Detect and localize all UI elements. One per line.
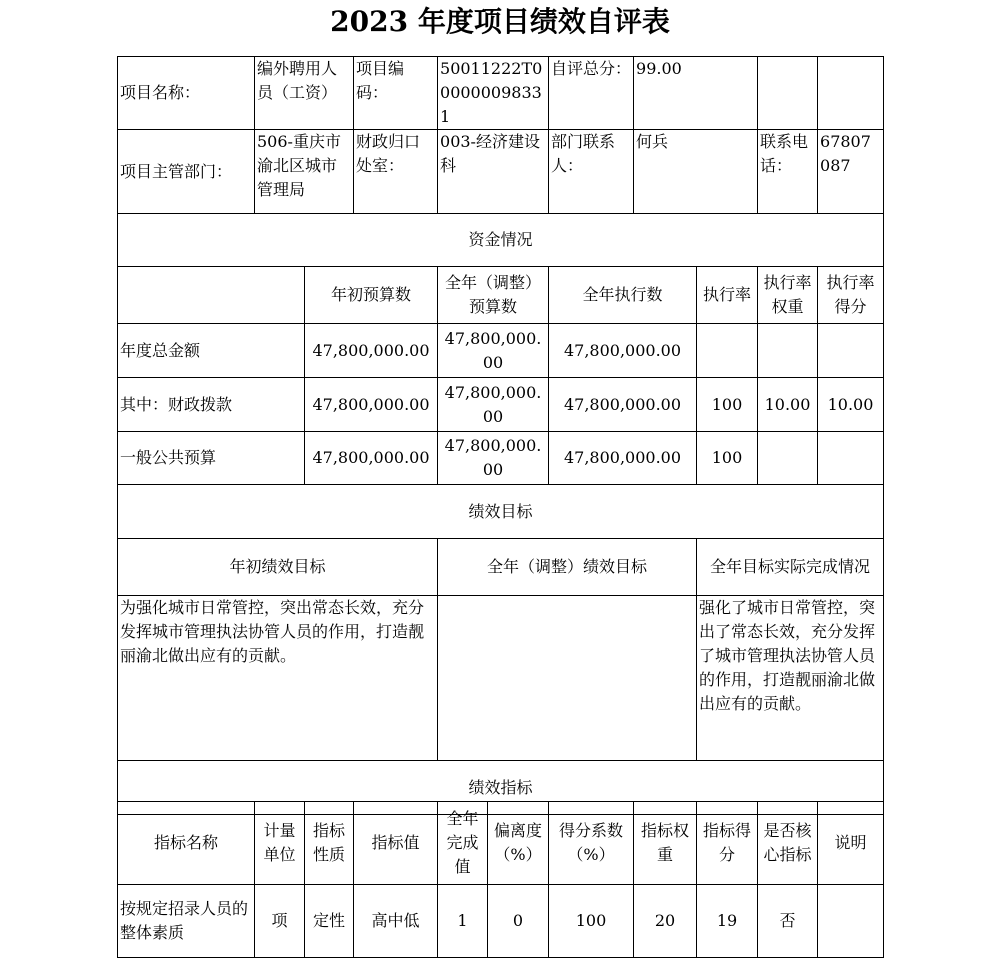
indicators-section-title: 绩效指标 (118, 761, 884, 815)
contact-value: 何兵 (634, 130, 758, 214)
table-row (118, 885, 884, 958)
ind-cell: 0 (488, 885, 549, 958)
phone-value: 67807087 (818, 130, 884, 214)
funds-section-title: 资金情况 (118, 214, 884, 267)
header-row-project (118, 57, 884, 130)
evaluation-table (117, 56, 884, 815)
finance-office-value: 003-经济建设科 (438, 130, 549, 214)
ind-cell: 高中低 (354, 885, 438, 958)
funds-col-executed: 全年执行数 (549, 267, 697, 324)
funds-col-adjusted: 全年（调整）预算数 (438, 267, 549, 324)
indicators-header-row (118, 802, 884, 885)
goals-initial-label: 年初绩效目标 (118, 539, 438, 596)
funds-header-row (118, 267, 884, 324)
funds-cell: 47,800,000.00 (438, 432, 549, 485)
ind-col-coefficient: 得分系数（%） (549, 802, 634, 885)
funds-col-weight: 执行率权重 (758, 267, 818, 324)
funds-row-label: 其中：财政拨款 (118, 378, 305, 432)
goals-actual-text: 强化了城市日常管控，突出了常态长效，充分发挥了城市管理执法协管人员的作用，打造靓丽渝北做出应有的贡献。 (697, 596, 884, 761)
phone-label: 联系电话： (758, 130, 818, 214)
funds-cell: 100 (697, 378, 758, 432)
funds-cell: 47,800,000.00 (305, 432, 438, 485)
goals-initial-text: 为强化城市日常管控，突出常态长效，充分发挥城市管理执法协管人员的作用，打造靓丽渝北做出应有的贡献。 (118, 596, 438, 761)
project-name-label: 项目名称： (118, 57, 255, 130)
ind-col-deviation: 偏离度（%） (488, 802, 549, 885)
ind-cell: 定性 (305, 885, 354, 958)
funds-cell: 47,800,000.00 (305, 324, 438, 378)
funds-cell: 47,800,000.00 (549, 324, 697, 378)
funds-cell (818, 432, 884, 485)
project-code-label: 项目编码： (354, 57, 438, 130)
self-score-label: 自评总分： (549, 57, 634, 130)
ind-col-name: 指标名称 (118, 802, 255, 885)
empty-cell (758, 57, 818, 130)
ind-col-value: 指标值 (354, 802, 438, 885)
funds-row-total (118, 324, 884, 378)
project-code-value: 50011222T000000098331 (438, 57, 549, 130)
ind-col-nature: 指标性质 (305, 802, 354, 885)
funds-cell: 47,800,000.00 (305, 378, 438, 432)
self-score-value: 99.00 (634, 57, 758, 130)
funds-cell: 100 (697, 432, 758, 485)
goals-adjusted-text (438, 596, 697, 761)
ind-col-weight: 指标权重 (634, 802, 697, 885)
funds-col-blank (118, 267, 305, 324)
goals-adjusted-label: 全年（调整）绩效目标 (438, 539, 697, 596)
goals-header-row (118, 539, 884, 596)
header-row-dept (118, 130, 884, 214)
ind-col-note: 说明 (818, 802, 884, 885)
dept-value: 506-重庆市渝北区城市管理局 (255, 130, 354, 214)
funds-cell: 10.00 (758, 378, 818, 432)
page-title: 2023 年度项目绩效自评表 (330, 5, 670, 38)
goals-content-row (118, 596, 884, 761)
ind-cell: 否 (758, 885, 818, 958)
goals-section-title: 绩效目标 (118, 485, 884, 539)
ind-cell: 100 (549, 885, 634, 958)
ind-cell: 按规定招录人员的整体素质 (118, 885, 255, 958)
ind-cell: 1 (438, 885, 488, 958)
funds-cell: 47,800,000.00 (549, 432, 697, 485)
goals-actual-label: 全年目标实际完成情况 (697, 539, 884, 596)
funds-cell: 47,800,000.00 (438, 378, 549, 432)
funds-cell: 47,800,000.00 (549, 378, 697, 432)
indicators-table (117, 801, 884, 958)
funds-row-label: 一般公共预算 (118, 432, 305, 485)
funds-row-public (118, 432, 884, 485)
funds-col-rate: 执行率 (697, 267, 758, 324)
empty-cell (818, 57, 884, 130)
funds-cell: 10.00 (818, 378, 884, 432)
funds-col-initial: 年初预算数 (305, 267, 438, 324)
dept-label: 项目主管部门： (118, 130, 255, 214)
funds-row-finance (118, 378, 884, 432)
funds-cell (758, 324, 818, 378)
contact-label: 部门联系人： (549, 130, 634, 214)
funds-cell: 47,800,000.00 (438, 324, 549, 378)
ind-cell (818, 885, 884, 958)
ind-col-unit: 计量单位 (255, 802, 305, 885)
ind-cell: 项 (255, 885, 305, 958)
ind-col-core: 是否核心指标 (758, 802, 818, 885)
ind-cell: 20 (634, 885, 697, 958)
funds-col-score: 执行率得分 (818, 267, 884, 324)
funds-cell (758, 432, 818, 485)
project-name-value: 编外聘用人员（工资） (255, 57, 354, 130)
ind-col-completed: 全年完成值 (438, 802, 488, 885)
funds-row-label: 年度总金额 (118, 324, 305, 378)
funds-cell (697, 324, 758, 378)
ind-cell: 19 (697, 885, 758, 958)
ind-col-score: 指标得分 (697, 802, 758, 885)
finance-office-label: 财政归口处室： (354, 130, 438, 214)
funds-cell (818, 324, 884, 378)
